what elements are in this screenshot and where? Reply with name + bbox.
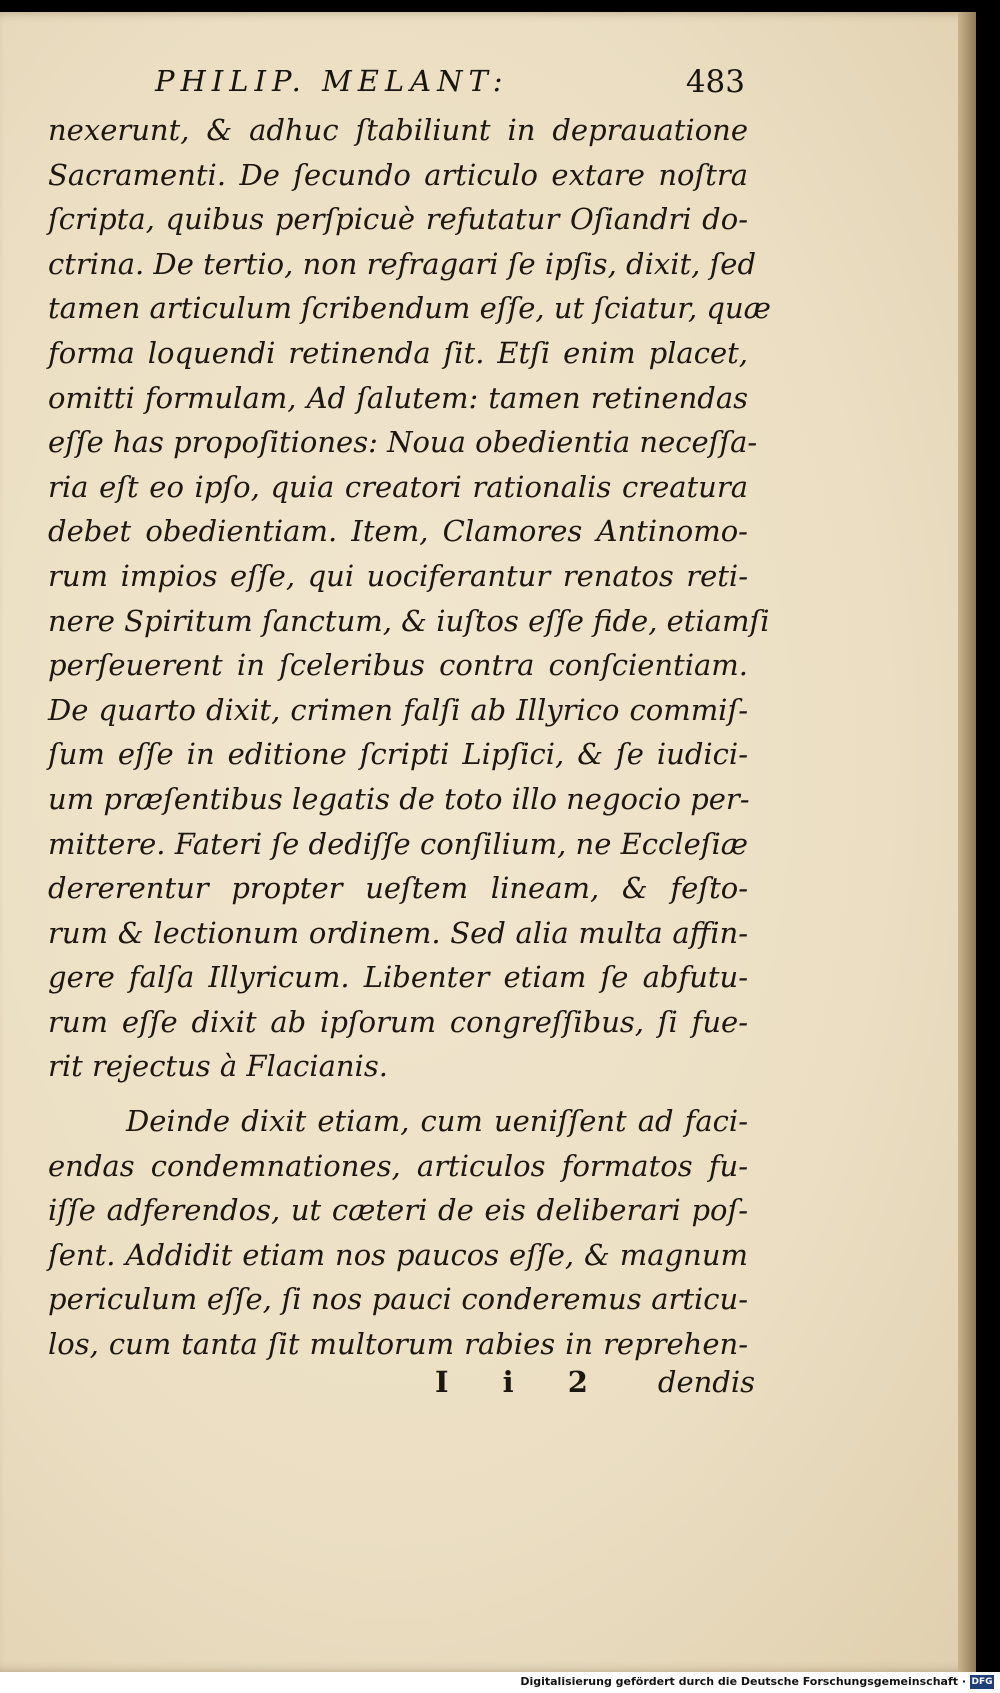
text-line: iſſe adferendos, ut cæteri de eis deliberari poſ- [48, 1193, 748, 1228]
body-text [48, 108, 771, 1367]
signature-mark: I i 2 [435, 1365, 610, 1399]
dfg-logo-icon: DFG [971, 1677, 993, 1687]
text-line: nere Spiritum ſanctum, & iuſtos eſſe fide, etiamſi [48, 603, 770, 638]
text-line: ria eſt eo ipſo, quia creatori rationalis creatura [48, 469, 748, 504]
text-line: perſeuerent in ſceleribus contra conſcientiam. [48, 648, 748, 683]
paragraph-first-line: Deinde dixit etiam, cum ueniſſent ad faci- [126, 1104, 748, 1139]
text-line: rit rejectus à Flacianis. [48, 1049, 388, 1084]
text-line: ſcripta, quibus perſpicuè refutatur Oſiandri do- [48, 202, 748, 237]
text-line: ſum eſſe in editione ſcripti Lipſici, & ſe iudici- [48, 737, 748, 772]
text-line: ſent. Addidit etiam nos paucos eſſe, & magnum [48, 1237, 748, 1272]
text-line: forma loquendi retinenda ſit. Etſi enim placet, [48, 335, 748, 370]
credit-bar [0, 1672, 1000, 1693]
text-line: um præſentibus legatis de toto illo negocio per- [48, 781, 750, 816]
text-line: dererentur propter ueſtem lineam, & feſto- [48, 871, 748, 906]
credit-text: Digitalisierung gefördert durch die Deutsche Forschungsgemeinschaft · [520, 1675, 966, 1688]
page-number: 483 [685, 64, 745, 100]
text-line: rum & lectionum ordinem. Sed alia multa affin- [48, 915, 748, 950]
text-line: omitti formulam, Ad ſalutem: tamen retinendas [48, 380, 748, 415]
text-line: De quarto dixit, crimen falſi ab Illyrico commiſ- [48, 692, 748, 727]
running-head-title: PHILIP. MELANT: [155, 64, 509, 98]
text-line: mittere. Fateri ſe dediſſe conſilium, ne Eccleſiæ [48, 826, 748, 861]
text-line: nexerunt, & adhuc ſtabiliunt in deprauatione [48, 113, 748, 147]
text-line: periculum eſſe, ſi nos pauci conderemus articu- [48, 1282, 748, 1317]
text-line: endas condemnationes, articulos formatos fu- [48, 1148, 748, 1183]
catchword: dendis [657, 1365, 755, 1399]
text-line: rum impios eſſe, qui uociferantur renatos reti- [48, 558, 748, 593]
text-line: tamen articulum ſcribendum eſſe, ut ſciatur, quæ [48, 291, 771, 326]
text-line: gere falſa Illyricum. Libenter etiam ſe abfutu- [48, 960, 748, 995]
running-head [155, 58, 745, 108]
text-line: eſſe has propoſitiones: Noua obedientia neceſſa- [48, 425, 758, 460]
text-line: rum eſſe dixit ab ipſorum congreſſibus, ſi fue- [48, 1004, 748, 1039]
text-line: los, cum tanta ſit multorum rabies in reprehen- [48, 1327, 748, 1362]
text-line: ctrina. De tertio, non refragari ſe ipſis, dixit, ſed [48, 246, 757, 281]
text-line: Sacramenti. De ſecundo articulo extare noſtra [48, 157, 748, 192]
page-footer [435, 1360, 755, 1404]
text-line: debet obedientiam. Item, Clamores Antinomo- [48, 514, 748, 549]
page-edge [958, 12, 976, 1672]
